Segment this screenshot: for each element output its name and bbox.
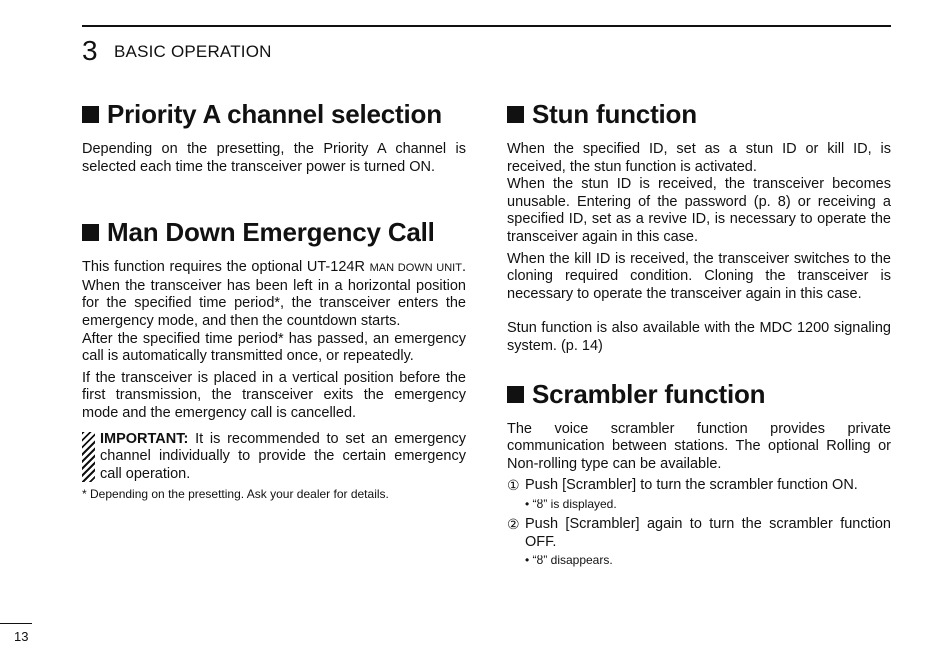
- important-note: [82, 431, 466, 484]
- square-bullet-icon: [82, 224, 99, 241]
- mandown-heading: Man Down Emergency Call: [82, 216, 466, 248]
- scrambler-step-1: ① Push [Scrambler] to turn the scrambler function ON.: [507, 477, 858, 494]
- step-number: ①: [507, 477, 520, 494]
- header-rule: [82, 25, 891, 27]
- chapter-title: BASIC OPERATION: [114, 42, 272, 61]
- page-number: 13: [14, 629, 29, 644]
- left-column: [82, 98, 466, 502]
- mandown-paragraph-2: After the specified time period* has passed, an emergency call is automatically transmitted once, or repeatedly.: [82, 330, 466, 365]
- step-1-note: • “ȣ” is displayed.: [525, 496, 617, 511]
- stun-heading: Stun function: [507, 98, 891, 130]
- priority-heading: Priority A channel selection: [82, 98, 466, 130]
- square-bullet-icon: [82, 106, 99, 123]
- mandown-section: [82, 216, 466, 502]
- square-bullet-icon: [507, 386, 524, 403]
- mandown-paragraph-3: If the transceiver is placed in a vertical position before the first transmission, the transceiver exits the emergency mode and the emergency call is cancelled.: [82, 369, 466, 421]
- right-column: [507, 98, 891, 568]
- page-number-rule: [0, 623, 32, 624]
- stun-paragraph-4: Stun function is also available with the MDC 1200 signaling system. (p. 14): [507, 320, 891, 354]
- important-text: It is recommended to set an emergency channel individually to provide the certain emergency call operation.: [100, 430, 466, 482]
- square-bullet-icon: [507, 106, 524, 123]
- stun-section: [507, 98, 891, 356]
- stun-paragraph-2: When the stun ID is received, the transceiver becomes unusable. Entering of the password (p. 8) or receiving a specified ID, set as a revive ID, is necessary to operate the transceiver again in this case.: [507, 176, 891, 245]
- priority-body: Depending on the presetting, the Priority A channel is selected each time the transceiver power is turned ON.: [82, 141, 466, 175]
- footnote: * Depending on the presetting. Ask your dealer for details.: [82, 487, 389, 502]
- step-number: ②: [507, 515, 520, 532]
- stun-paragraph-1: When the specified ID, set as a stun ID or kill ID, is received, the stun function is activated.: [507, 141, 891, 175]
- stun-paragraph-3: When the kill ID is received, the transceiver switches to the cloning required condition. Cloning the transceiver is necessary to operate the transceiver again in this case.: [507, 250, 891, 302]
- scrambler-step-2: ② Push [Scrambler] again to turn the scrambler function OFF.: [507, 515, 891, 550]
- chapter-number: 3: [82, 35, 98, 66]
- important-label: IMPORTANT:: [100, 430, 189, 447]
- scrambler-section: [507, 378, 891, 569]
- step-2-note: • “ȣ” disappears.: [525, 553, 613, 568]
- priority-section: [82, 98, 466, 176]
- hatch-icon: [82, 432, 95, 482]
- mandown-paragraph-1: This function requires the optional UT-124R MAN DOWN UNIT. When the transceiver has been left in a horizontal position for the specified time period*, the transceiver enters the emergency mode, and then the countdown starts.: [82, 259, 466, 329]
- scrambler-body: The voice scrambler function provides private communication between stations. The optional Rolling or Non-rolling type can be available.: [507, 420, 891, 472]
- scrambler-heading: Scrambler function: [507, 378, 891, 410]
